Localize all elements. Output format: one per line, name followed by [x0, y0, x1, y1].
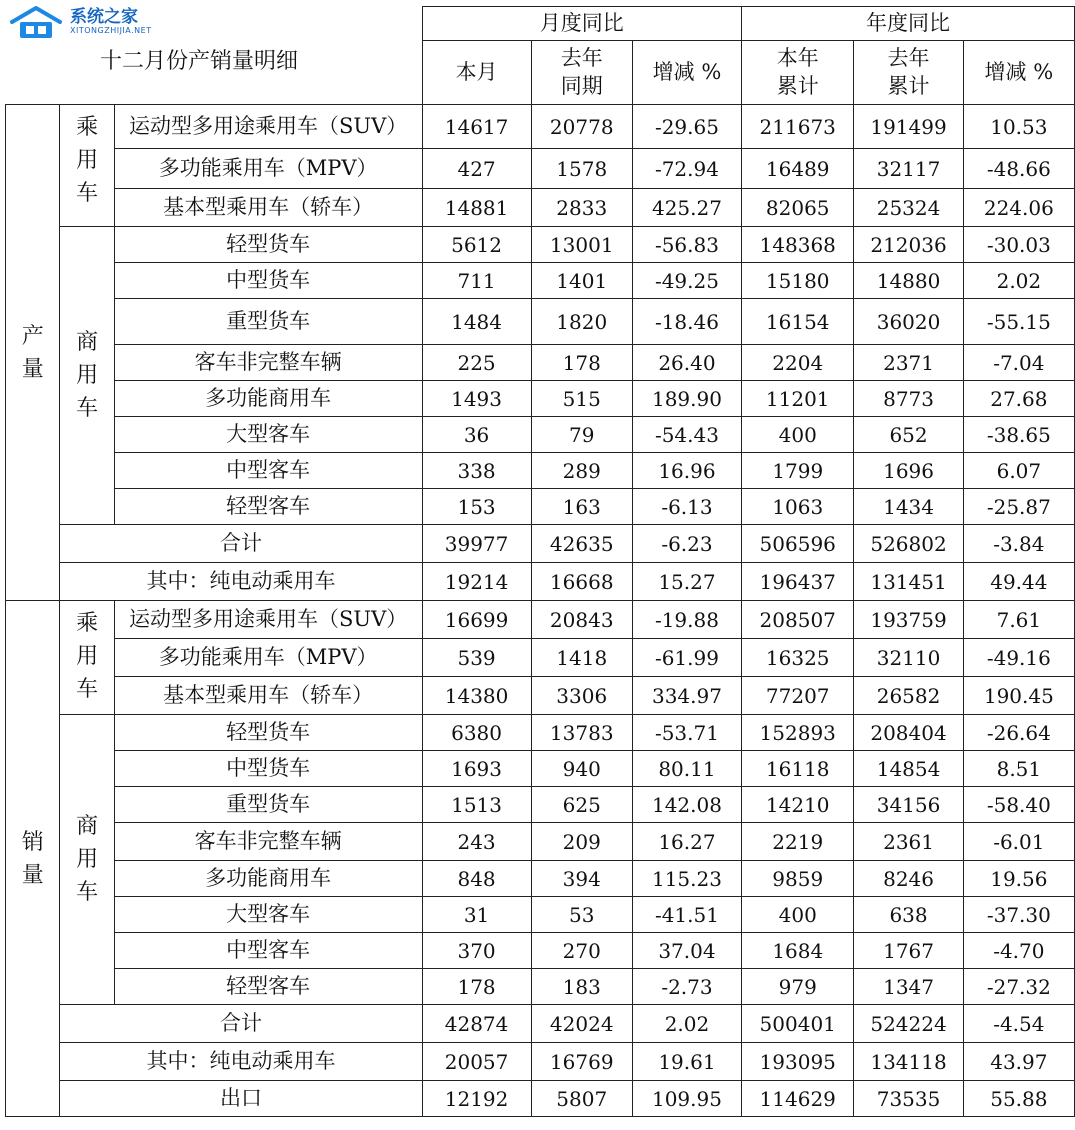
value-cell: 224.06 — [963, 189, 1074, 227]
value-cell: -53.71 — [632, 715, 741, 751]
value-cell: 39977 — [422, 525, 531, 563]
value-cell: 14380 — [422, 677, 531, 715]
value-cell: 7.61 — [963, 601, 1074, 639]
value-cell: 638 — [854, 897, 963, 933]
value-cell: 190.45 — [963, 677, 1074, 715]
value-cell: 152893 — [742, 715, 854, 751]
monthly-group-header: 月度同比 — [422, 7, 742, 41]
value-cell: 32110 — [854, 639, 963, 677]
header-ytd — [742, 41, 854, 105]
value-cell: 1513 — [422, 787, 531, 823]
row-name: 多功能商用车 — [114, 861, 422, 897]
row-name: 中型客车 — [114, 933, 422, 969]
value-cell: 539 — [422, 639, 531, 677]
value-cell: -3.84 — [963, 525, 1074, 563]
value-cell: -4.54 — [963, 1005, 1074, 1043]
value-cell: 711 — [422, 263, 531, 299]
value-cell: -27.32 — [963, 969, 1074, 1005]
value-cell: 334.97 — [632, 677, 741, 715]
table-row — [6, 1005, 1075, 1043]
row-name: 中型货车 — [114, 751, 422, 787]
value-cell: 400 — [742, 897, 854, 933]
value-cell: 2204 — [742, 345, 854, 381]
value-cell: 36 — [422, 417, 531, 453]
value-cell: 8773 — [854, 381, 963, 417]
row-name: 多功能商用车 — [114, 381, 422, 417]
row-name: 重型货车 — [114, 299, 422, 345]
row-name: 客车非完整车辆 — [114, 345, 422, 381]
value-cell: -41.51 — [632, 897, 741, 933]
header-yearly-change: 增减 % — [963, 41, 1074, 105]
header-last-ytd-text: 去年累计 — [887, 46, 930, 98]
value-cell: 1696 — [854, 453, 963, 489]
table-row — [6, 751, 1075, 787]
table-row — [6, 787, 1075, 823]
value-cell: 13783 — [531, 715, 632, 751]
value-cell: -26.64 — [963, 715, 1074, 751]
value-cell: 193759 — [854, 601, 963, 639]
table-row — [6, 263, 1075, 299]
table-row — [6, 897, 1075, 933]
value-cell: 1347 — [854, 969, 963, 1005]
value-cell: 212036 — [854, 227, 963, 263]
value-cell: 524224 — [854, 1005, 963, 1043]
value-cell: 183 — [531, 969, 632, 1005]
yearly-group-header: 年度同比 — [742, 7, 1075, 41]
value-cell: 20057 — [422, 1043, 531, 1081]
value-cell: -37.30 — [963, 897, 1074, 933]
value-cell: 2.02 — [963, 263, 1074, 299]
value-cell: 189.90 — [632, 381, 741, 417]
value-cell: 142.08 — [632, 787, 741, 823]
value-cell: -49.25 — [632, 263, 741, 299]
value-cell: 131451 — [854, 563, 963, 601]
value-cell: 2833 — [531, 189, 632, 227]
value-cell: 79 — [531, 417, 632, 453]
group-label — [60, 715, 114, 1005]
value-cell: 80.11 — [632, 751, 741, 787]
group-label-text: 乘用车 — [76, 115, 99, 206]
row-name: 大型客车 — [114, 417, 422, 453]
value-cell: 16.27 — [632, 823, 741, 861]
value-cell: 82065 — [742, 189, 854, 227]
value-cell: 6380 — [422, 715, 531, 751]
value-cell: 26582 — [854, 677, 963, 715]
header-ytd-text: 本年累计 — [776, 46, 819, 98]
table-row — [6, 453, 1075, 489]
header-this-month: 本月 — [422, 41, 531, 105]
value-cell: 14210 — [742, 787, 854, 823]
value-cell: 148368 — [742, 227, 854, 263]
table-row — [6, 601, 1075, 639]
row-name: 基本型乘用车（轿车） — [114, 677, 422, 715]
value-cell: 37.04 — [632, 933, 741, 969]
value-cell: 338 — [422, 453, 531, 489]
value-cell: 1799 — [742, 453, 854, 489]
value-cell: 3306 — [531, 677, 632, 715]
table-body — [6, 105, 1075, 1117]
table-row — [6, 677, 1075, 715]
value-cell: 16489 — [742, 149, 854, 189]
value-cell: 979 — [742, 969, 854, 1005]
table-title: 十二月份产销量明细 — [100, 49, 299, 74]
value-cell: 270 — [531, 933, 632, 969]
table-row — [6, 299, 1075, 345]
table-row — [6, 1043, 1075, 1081]
value-cell: 20778 — [531, 105, 632, 149]
value-cell: 8246 — [854, 861, 963, 897]
value-cell: -25.87 — [963, 489, 1074, 525]
value-cell: 506596 — [742, 525, 854, 563]
value-cell: 114629 — [742, 1081, 854, 1117]
value-cell: 14854 — [854, 751, 963, 787]
table-row — [6, 823, 1075, 861]
value-cell: 16769 — [531, 1043, 632, 1081]
value-cell: 191499 — [854, 105, 963, 149]
value-cell: 27.68 — [963, 381, 1074, 417]
row-name: 运动型多用途乘用车（SUV） — [114, 105, 422, 149]
header-last-year-same-period — [531, 41, 632, 105]
row-name: 轻型货车 — [114, 715, 422, 751]
logo-name-en: XITONGZHIJIA.NET — [70, 26, 152, 35]
row-name: 多功能乘用车（MPV） — [114, 639, 422, 677]
value-cell: 43.97 — [963, 1043, 1074, 1081]
table-row — [6, 525, 1075, 563]
row-name: 基本型乘用车（轿车） — [114, 189, 422, 227]
value-cell: 42874 — [422, 1005, 531, 1043]
value-cell: -18.46 — [632, 299, 741, 345]
value-cell: 11201 — [742, 381, 854, 417]
table-row — [6, 417, 1075, 453]
table-row — [6, 639, 1075, 677]
value-cell: -55.15 — [963, 299, 1074, 345]
value-cell: -30.03 — [963, 227, 1074, 263]
row-name: 中型货车 — [114, 263, 422, 299]
value-cell: 400 — [742, 417, 854, 453]
summary-row-name: 其中：纯电动乘用车 — [60, 563, 422, 601]
value-cell: 1820 — [531, 299, 632, 345]
value-cell: 5612 — [422, 227, 531, 263]
value-cell: 14617 — [422, 105, 531, 149]
value-cell: 31 — [422, 897, 531, 933]
value-cell: 2.02 — [632, 1005, 741, 1043]
value-cell: 34156 — [854, 787, 963, 823]
value-cell: 526802 — [854, 525, 963, 563]
value-cell: 225 — [422, 345, 531, 381]
group-label — [60, 227, 114, 525]
table-row — [6, 105, 1075, 149]
value-cell: 425.27 — [632, 189, 741, 227]
value-cell: 1684 — [742, 933, 854, 969]
table-row — [6, 381, 1075, 417]
summary-row-name: 合计 — [60, 525, 422, 563]
table-row — [6, 345, 1075, 381]
value-cell: -7.04 — [963, 345, 1074, 381]
table-row — [6, 227, 1075, 263]
summary-row-name: 其中：纯电动乘用车 — [60, 1043, 422, 1081]
value-cell: 1401 — [531, 263, 632, 299]
value-cell: 178 — [422, 969, 531, 1005]
value-cell: 1493 — [422, 381, 531, 417]
header-last-year-same-period-text: 去年同期 — [560, 46, 603, 98]
value-cell: 16154 — [742, 299, 854, 345]
value-cell: 16118 — [742, 751, 854, 787]
value-cell: 20843 — [531, 601, 632, 639]
value-cell: 6.07 — [963, 453, 1074, 489]
value-cell: 16325 — [742, 639, 854, 677]
value-cell: 25324 — [854, 189, 963, 227]
header-monthly-change: 增减 % — [632, 41, 741, 105]
value-cell: -56.83 — [632, 227, 741, 263]
group-label-text: 乘用车 — [76, 611, 99, 702]
value-cell: 1434 — [854, 489, 963, 525]
value-cell: 1418 — [531, 639, 632, 677]
value-cell: 209 — [531, 823, 632, 861]
table-row — [6, 489, 1075, 525]
production-sales-table — [5, 6, 1075, 1117]
value-cell: -6.13 — [632, 489, 741, 525]
section-label — [6, 601, 60, 1117]
value-cell: 211673 — [742, 105, 854, 149]
table-row — [6, 969, 1075, 1005]
value-cell: 178 — [531, 345, 632, 381]
value-cell: 14880 — [854, 263, 963, 299]
value-cell: 500401 — [742, 1005, 854, 1043]
row-name: 运动型多用途乘用车（SUV） — [114, 601, 422, 639]
value-cell: 243 — [422, 823, 531, 861]
value-cell: -58.40 — [963, 787, 1074, 823]
section-label-text: 产量 — [21, 323, 44, 382]
table-row — [6, 715, 1075, 751]
value-cell: 16.96 — [632, 453, 741, 489]
value-cell: 9859 — [742, 861, 854, 897]
value-cell: 1063 — [742, 489, 854, 525]
group-label-text: 商用车 — [76, 814, 99, 905]
value-cell: 394 — [531, 861, 632, 897]
value-cell: 19.56 — [963, 861, 1074, 897]
row-name: 重型货车 — [114, 787, 422, 823]
table-row — [6, 861, 1075, 897]
value-cell: 848 — [422, 861, 531, 897]
value-cell: 427 — [422, 149, 531, 189]
value-cell: -48.66 — [963, 149, 1074, 189]
value-cell: 940 — [531, 751, 632, 787]
row-name: 多功能乘用车（MPV） — [114, 149, 422, 189]
table-row — [6, 189, 1075, 227]
value-cell: -2.73 — [632, 969, 741, 1005]
value-cell: -6.01 — [963, 823, 1074, 861]
logo-name-cn: 系统之家 — [70, 7, 138, 27]
value-cell: 153 — [422, 489, 531, 525]
group-label — [60, 601, 114, 715]
table-row — [6, 1081, 1075, 1117]
value-cell: -6.23 — [632, 525, 741, 563]
row-name: 轻型货车 — [114, 227, 422, 263]
value-cell: 196437 — [742, 563, 854, 601]
value-cell: 73535 — [854, 1081, 963, 1117]
value-cell: 14881 — [422, 189, 531, 227]
value-cell: 2219 — [742, 823, 854, 861]
group-label-text: 商用车 — [76, 330, 99, 421]
value-cell: 36020 — [854, 299, 963, 345]
value-cell: 13001 — [531, 227, 632, 263]
section-label-text: 销量 — [21, 829, 44, 888]
value-cell: 55.88 — [963, 1081, 1074, 1117]
value-cell: 370 — [422, 933, 531, 969]
value-cell: 53 — [531, 897, 632, 933]
value-cell: 208507 — [742, 601, 854, 639]
section-label — [6, 105, 60, 601]
value-cell: 77207 — [742, 677, 854, 715]
value-cell: -54.43 — [632, 417, 741, 453]
value-cell: 26.40 — [632, 345, 741, 381]
value-cell: 109.95 — [632, 1081, 741, 1117]
value-cell: 515 — [531, 381, 632, 417]
row-name: 轻型客车 — [114, 489, 422, 525]
value-cell: 15180 — [742, 263, 854, 299]
row-name: 轻型客车 — [114, 969, 422, 1005]
value-cell: 1767 — [854, 933, 963, 969]
value-cell: 32117 — [854, 149, 963, 189]
value-cell: -38.65 — [963, 417, 1074, 453]
value-cell: 289 — [531, 453, 632, 489]
summary-row-name: 合计 — [60, 1005, 422, 1043]
table-row — [6, 149, 1075, 189]
value-cell: 42024 — [531, 1005, 632, 1043]
value-cell: -4.70 — [963, 933, 1074, 969]
value-cell: -49.16 — [963, 639, 1074, 677]
value-cell: 193095 — [742, 1043, 854, 1081]
value-cell: 15.27 — [632, 563, 741, 601]
value-cell: -19.88 — [632, 601, 741, 639]
value-cell: 1578 — [531, 149, 632, 189]
value-cell: 625 — [531, 787, 632, 823]
value-cell: 8.51 — [963, 751, 1074, 787]
value-cell: 12192 — [422, 1081, 531, 1117]
value-cell: 19214 — [422, 563, 531, 601]
row-name: 客车非完整车辆 — [114, 823, 422, 861]
row-name: 中型客车 — [114, 453, 422, 489]
header-last-ytd — [854, 41, 963, 105]
summary-row-name: 出口 — [60, 1081, 422, 1117]
value-cell: 115.23 — [632, 861, 741, 897]
value-cell: 42635 — [531, 525, 632, 563]
value-cell: 19.61 — [632, 1043, 741, 1081]
value-cell: 652 — [854, 417, 963, 453]
value-cell: -29.65 — [632, 105, 741, 149]
value-cell: 10.53 — [963, 105, 1074, 149]
value-cell: 16668 — [531, 563, 632, 601]
value-cell: 1484 — [422, 299, 531, 345]
row-name: 大型客车 — [114, 897, 422, 933]
value-cell: -72.94 — [632, 149, 741, 189]
value-cell: 49.44 — [963, 563, 1074, 601]
value-cell: 5807 — [531, 1081, 632, 1117]
value-cell: -61.99 — [632, 639, 741, 677]
table-row — [6, 933, 1075, 969]
value-cell: 2371 — [854, 345, 963, 381]
value-cell: 2361 — [854, 823, 963, 861]
value-cell: 16699 — [422, 601, 531, 639]
value-cell: 134118 — [854, 1043, 963, 1081]
table-row — [6, 563, 1075, 601]
group-label — [60, 105, 114, 227]
value-cell: 163 — [531, 489, 632, 525]
value-cell: 208404 — [854, 715, 963, 751]
value-cell: 1693 — [422, 751, 531, 787]
